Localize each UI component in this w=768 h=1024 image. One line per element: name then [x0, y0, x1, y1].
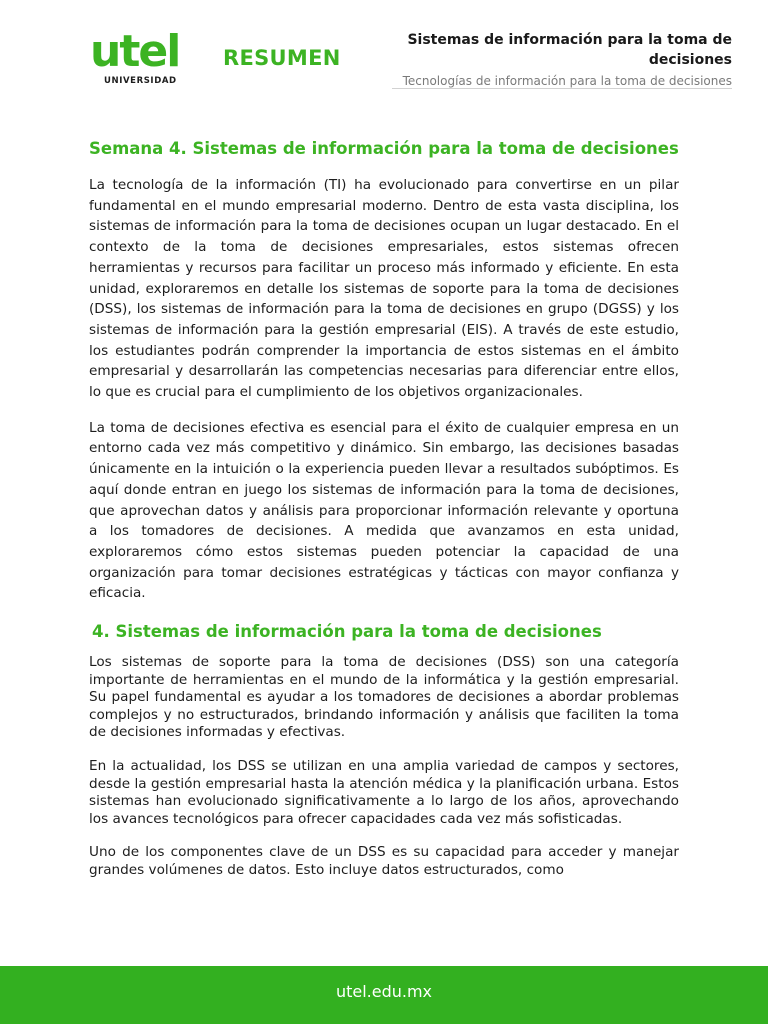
paragraph: La tecnología de la información (TI) ha evolucionado para convertirse en un pilar fundamental en el mundo empresarial moderno. Dentro de esta vasta disciplina, los sistemas de información para la toma de decisiones ocupan un lugar destacado. En el contexto de la toma de decisiones empresariales, estos sistemas ofrecen herramientas y recursos para facilitar un proceso más informado y eficiente. En esta unidad, exploraremos en detalle los sistemas de soporte para la toma de decisiones (DSS), los sistemas de información para la toma de decisiones en grupo (DGSS) y los sistemas de información para la gestión empresarial (EIS). A través de este estudio, los estudiantes podrán comprender la importancia de estos sistemas en el ámbito empresarial y desarrollarán las competencias necesarias para diferenciar entre ellos, lo que es crucial para el cumplimiento de los objetivos organizacionales.	[89, 177, 679, 401]
logo-wordmark: utel	[90, 26, 180, 77]
footer-url[interactable]: utel.edu.mx	[335, 982, 433, 1001]
document-body	[89, 137, 679, 896]
paragraph: La toma de decisiones efectiva es esencial para el éxito de cualquier empresa en un entorno cada vez más competitivo y dinámico. Sin embargo, las decisiones basadas únicamente en la intuición o la experiencia pueden llevar a resultados subóptimos. Es aquí donde entran en juego los sistemas de información para la toma de decisiones, que aprovechan datos y análisis para proporcionar información relevante y oportuna a los tomadores de decisiones. A medida que avanzamos en esta unidad, exploraremos cómo estos sistemas pueden potenciar la capacidad de una organización para tomar decisiones estratégicas y tácticas con mayor confianza y eficacia.	[89, 419, 679, 602]
header-course-info	[352, 30, 732, 89]
section-heading-week4: Semana 4. Sistemas de información para la toma de decisiones	[89, 139, 679, 158]
header-divider	[392, 88, 732, 89]
paragraph: En la actualidad, los DSS se utilizan en una amplia variedad de campos y sectores, desde la gestión empresarial hasta la atención médica y la planificación urbana. Estos sistemas han evolucionado significativamente a lo largo de los años, aprovechando los avances tecnológicos para ofrecer capacidades cada vez más sofisticadas.	[89, 758, 679, 827]
logo-subtitle: UNIVERSIDAD	[104, 76, 177, 86]
course-title: Sistemas de información para la toma de decisiones	[407, 32, 732, 68]
paragraph: Los sistemas de soporte para la toma de decisiones (DSS) son una categoría importante de herramientas en el mundo de la informática y la gestión empresarial. Su papel fundamental es ayudar a los tomadores de decisiones a abordar problemas complejos y no estructurados, brindando información y análisis que faciliten la toma de decisiones informadas y efectivas.	[89, 654, 679, 741]
section-heading-4: 4. Sistemas de información para la toma de decisiones	[92, 622, 602, 642]
paragraph: Uno de los componentes clave de un DSS es su capacidad para acceder y manejar grandes volúmenes de datos. Esto incluye datos estructurados, como	[89, 844, 679, 878]
page-header	[0, 0, 768, 110]
utel-logo	[90, 26, 200, 88]
resumen-label: RESUMEN	[223, 46, 341, 70]
course-subtitle: Tecnologías de información para la toma de decisiones	[402, 74, 732, 88]
page-footer	[0, 966, 768, 1024]
